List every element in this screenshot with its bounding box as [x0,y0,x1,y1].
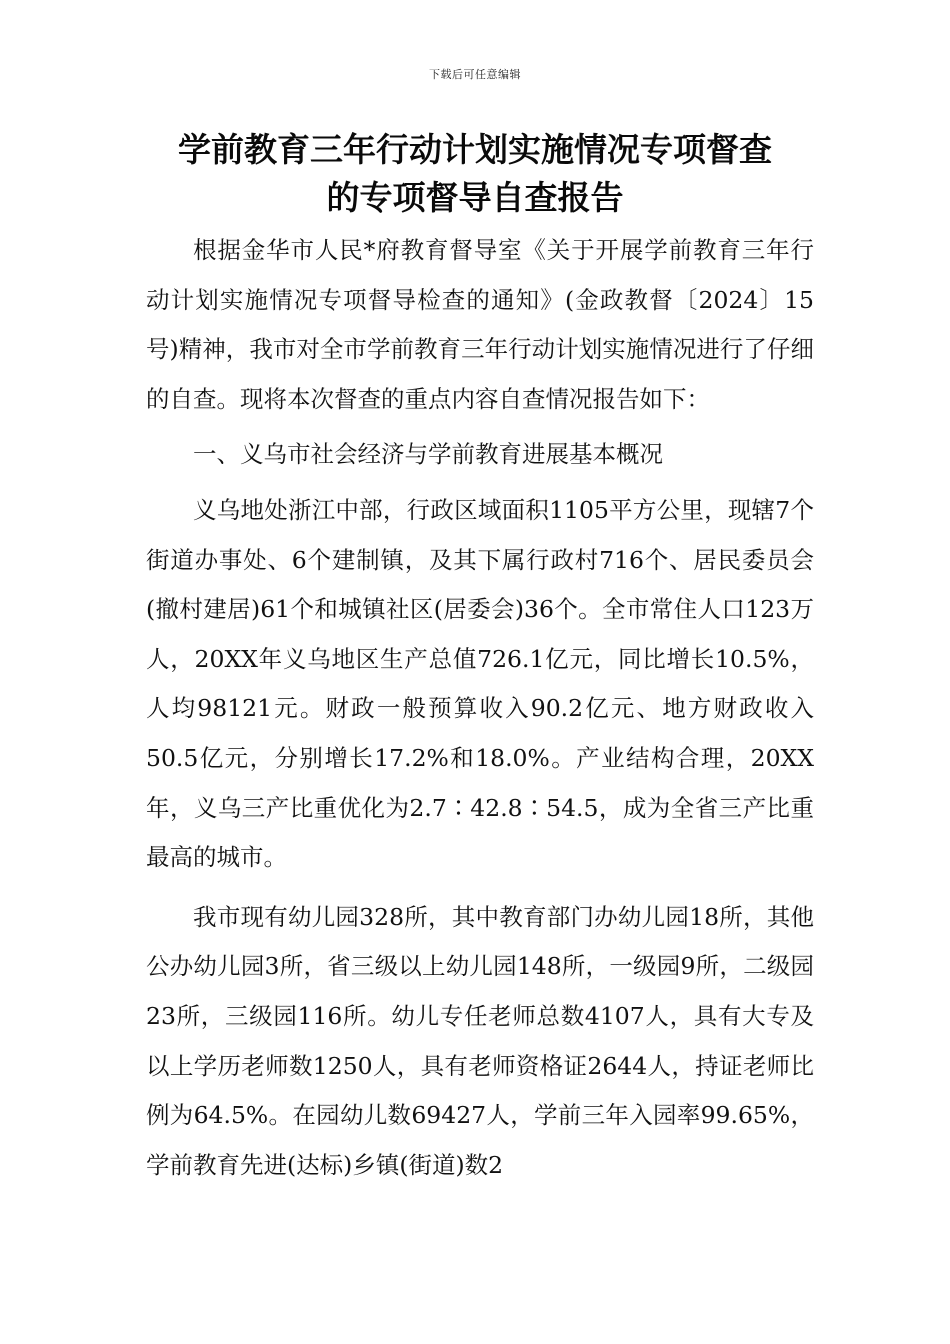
document-title [100,126,850,222]
overview-paragraph: 义乌地处浙江中部，行政区域面积1105平方公里，现辖7个街道办事处、6个建制镇，及其下属行政村716个、居民委员会(撤村建居)61个和城镇社区(居委会)36个。全市常住人口123万人，20XX年义乌地区生产总值726.1亿元，同比增长10.5%，人均98121元。财政一般预算收入90.2亿元、地方财政收入50.5亿元，分别增长17.2%和18.0%。产业结构合理，20XX年，义乌三产比重优化为2.7∶42.8∶54.5，成为全省三产比重最高的城市。 [146,495,814,872]
title-line-2: 的专项督导自查报告 [326,178,624,217]
download-note: 下载后可任意编辑 [429,68,521,81]
document-body [146,226,814,1190]
kindergarten-paragraph: 我市现有幼儿园328所，其中教育部门办幼儿园18所，其他公办幼儿园3所，省三级以上幼儿园148所，一级园9所，二级园23所，三级园116所。幼儿专任老师总数4107人，具有大专及以上学历老师数1250人，具有老师资格证2644人，持证老师比例为64.5%。在园幼儿数69427人，学前三年入园率99.65%，学前教育先进(达标)乡镇(街道)数2 [146,902,814,1179]
title-line-1: 学前教育三年行动计划实施情况专项督查 [178,130,772,169]
section-heading: 一、义乌市社会经济与学前教育进展基本概况 [193,440,663,469]
intro-paragraph: 根据金华市人民*府教育督导室《关于开展学前教育三年行动计划实施情况专项督导检查的通知》(金政教督〔2024〕15号)精神，我市对全市学前教育三年行动计划实施情况进行了仔细的自查。现将本次督查的重点内容自查情况报告如下： [146,236,814,413]
